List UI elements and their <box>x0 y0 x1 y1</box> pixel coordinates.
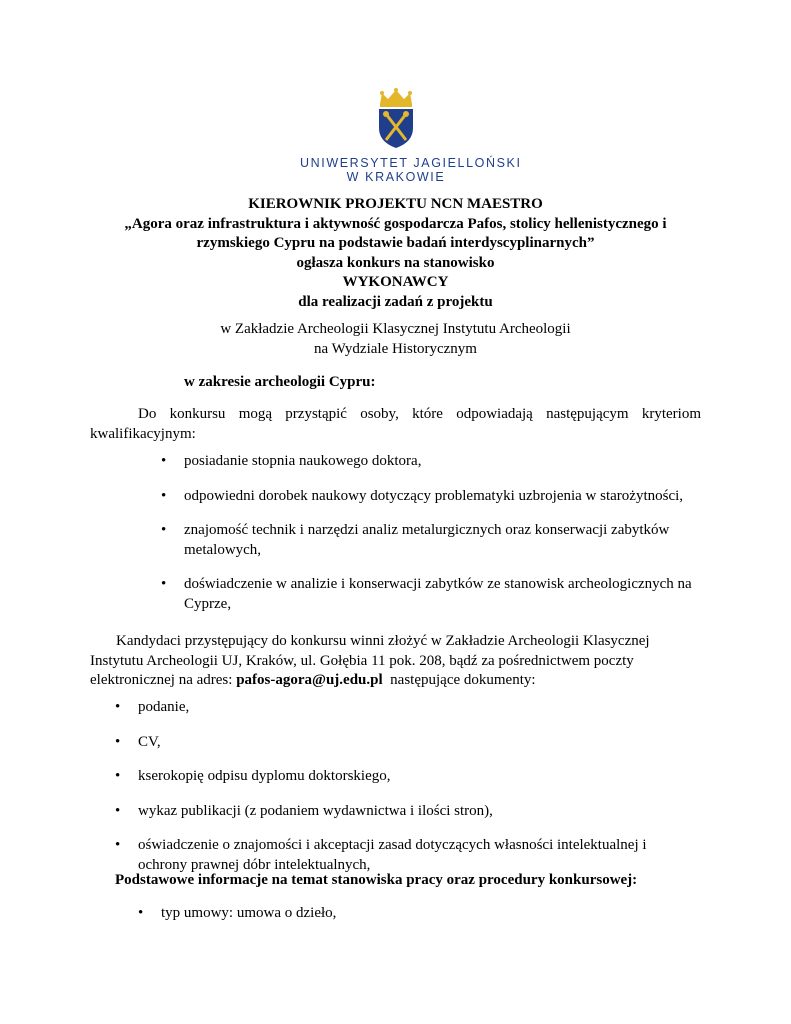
header-line-2: „Agora oraz infrastruktura i aktywność gospodarcza Pafos, stolicy hellenistycznego i <box>124 215 667 232</box>
unit-line-2: na Wydziale Historycznym <box>314 340 477 357</box>
submission-text-end: następujące dokumenty: <box>382 672 536 688</box>
header-line-6: dla realizacji zadań z projektu <box>298 293 493 310</box>
unit-info <box>90 320 701 359</box>
header-line-5: WYKONAWCY <box>342 274 449 290</box>
bullet-icon: • <box>161 522 167 538</box>
bullet-icon: • <box>161 576 167 592</box>
header-line-4: ogłasza konkurs na stanowisko <box>296 254 495 271</box>
bullet-icon: • <box>115 837 121 853</box>
university-logo <box>300 88 522 184</box>
list-item: • kserokopię odpisu dyplomu doktorskiego, <box>115 767 685 787</box>
bullet-icon: • <box>115 768 121 784</box>
bullet-icon: • <box>115 699 121 715</box>
list-item: • podanie, <box>115 698 685 718</box>
basic-info-heading: Podstawowe informacje na temat stanowiska pracy oraz procedury konkursowej: <box>115 872 638 888</box>
header-line-1: KIEROWNIK PROJEKTU NCN MAESTRO <box>248 196 543 212</box>
submission-text: Kandydaci przystępujący do konkursu winni złożyć w Zakładzie Archeologii Klasycznej Instytutu Archeologii UJ, Kraków, ul. Gołębia 11 pok. 208, bądź za pośrednictwem poczty elektronicznej na adres: <box>90 633 650 688</box>
university-name: UNIWERSYTET JAGIELLOŃSKI <box>300 156 522 170</box>
announcement-header <box>90 195 701 312</box>
list-item: • CV, <box>115 733 685 753</box>
basic-info-list <box>138 904 698 939</box>
list-item: • znajomość technik i narzędzi analiz metalurgicznych oraz konserwacji zabytków metalowych, <box>161 522 670 558</box>
criteria-intro: Do konkursu mogą przystąpić osoby, które odpowiadają następującym kryteriom kwalifikacyjnym: <box>90 406 701 442</box>
bullet-icon: • <box>115 802 121 819</box>
university-crest-icon <box>374 88 418 150</box>
email-link[interactable]: pafos-agora@uj.edu.pl <box>236 672 383 688</box>
bullet-icon: • <box>161 453 167 469</box>
unit-line-1: w Zakładzie Archeologii Klasycznej Instytutu Archeologii <box>220 321 571 337</box>
list-item: • typ umowy: umowa o dzieło, <box>138 904 698 924</box>
university-city: W KRAKOWIE <box>346 170 446 184</box>
scope-heading: w zakresie archeologii Cypru: <box>184 374 376 390</box>
submission-paragraph <box>90 632 690 691</box>
header-line-3: rzymskiego Cypru na podstawie badań interdyscyplinarnych” <box>196 235 595 251</box>
list-item: • odpowiedni dorobek naukowy dotyczący problematyki uzbrojenia w starożytności, <box>161 487 701 507</box>
list-item: • oświadczenie o znajomości i akceptacji zasad dotyczących własności intelektualnej i ochrony prawnej dóbr intelektualnych, <box>115 837 647 873</box>
bullet-icon: • <box>115 733 121 750</box>
list-item: • doświadczenie w analizie i konserwacji zabytków ze stanowisk archeologicznych na Cyprze, <box>161 576 692 612</box>
bullet-icon: • <box>138 905 144 921</box>
criteria-list <box>161 452 701 629</box>
list-item: • posiadanie stopnia naukowego doktora, <box>161 452 701 472</box>
documents-list <box>115 698 685 890</box>
list-item: • wykaz publikacji (z podaniem wydawnictwa i ilości stron), <box>115 802 685 822</box>
bullet-icon: • <box>161 487 167 504</box>
